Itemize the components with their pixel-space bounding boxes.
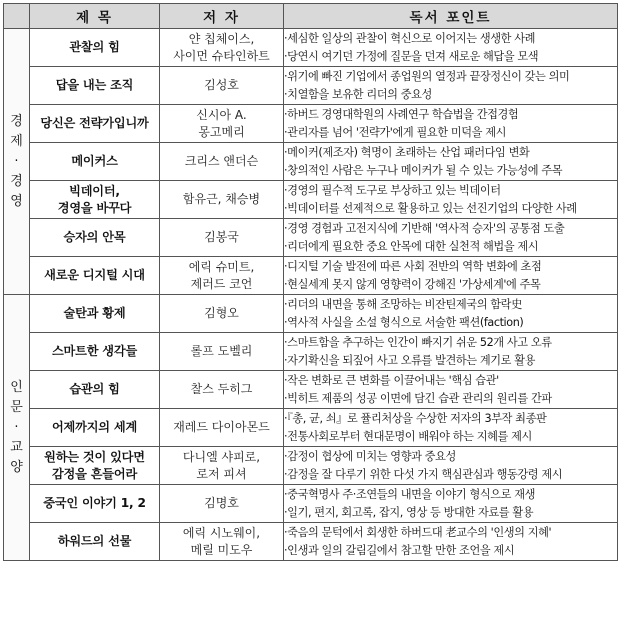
book-author — [160, 105, 284, 143]
book-author — [160, 371, 284, 409]
reading-points — [284, 29, 618, 67]
book-title-line: 습관의 힘 — [69, 382, 120, 396]
table-row — [4, 523, 618, 561]
book-author-line: 김성호 — [204, 78, 239, 92]
reading-points — [284, 409, 618, 447]
book-author-line: 찰스 두히그 — [190, 382, 253, 396]
reading-point: ·리더에게 필요한 중요 안목에 대한 실천적 해법을 제시 — [284, 239, 539, 253]
book-author-line: 크리스 앤더슨 — [184, 154, 259, 168]
reading-point: ·스마트함을 추구하는 인간이 빠지기 쉬운 52개 사고 오류 — [284, 335, 552, 349]
header-blank — [4, 4, 30, 29]
reading-point: ·빅히트 제품의 성공 이면에 담긴 습관 관리의 원리를 간파 — [284, 391, 552, 405]
reading-points — [284, 105, 618, 143]
reading-points — [284, 257, 618, 295]
book-title-line: 스마트한 생각들 — [51, 344, 138, 358]
reading-point: ·메이커(제조자) 혁명이 초래하는 산업 패러다임 변화 — [284, 145, 530, 159]
book-author-line: 메릴 미도우 — [190, 542, 253, 557]
book-title-line: 승자의 안목 — [63, 230, 126, 244]
book-title — [30, 143, 160, 181]
book-author — [160, 295, 284, 333]
reading-points — [284, 485, 618, 523]
category-label — [4, 295, 30, 561]
book-author — [160, 181, 284, 219]
table-row — [4, 447, 618, 485]
reading-point: ·인생과 일의 갈림길에서 참고할 만한 조언을 제시 — [284, 543, 515, 557]
book-author-line: 재레드 다이아몬드 — [173, 420, 270, 434]
table-row — [4, 485, 618, 523]
book-title-line: 중국인 이야기 1, 2 — [43, 496, 146, 510]
reading-point: ·죽음의 문턱에서 회생한 하버드대 老교수의 '인생의 지혜' — [284, 525, 552, 539]
reading-point: ·일기, 편지, 회고록, 잡지, 영상 등 방대한 자료를 활용 — [284, 505, 534, 519]
book-title-line: 원하는 것이 있다면 — [44, 449, 145, 464]
category-char: 인 — [10, 379, 23, 395]
book-author — [160, 523, 284, 561]
table-row — [4, 371, 618, 409]
book-title-line: 답을 내는 조직 — [55, 78, 134, 92]
book-title-line: 빅데이터, — [69, 183, 120, 198]
book-author-line: 제러드 코언 — [190, 276, 253, 291]
book-author — [160, 485, 284, 523]
header-title: 제 목 — [30, 4, 160, 29]
book-author-line: 에릭 슈미트, — [188, 259, 255, 274]
book-title-line: 술탄과 황제 — [63, 306, 126, 320]
book-author — [160, 409, 284, 447]
category-char: 경 — [10, 173, 23, 189]
category-char: · — [14, 153, 19, 169]
book-author-line: 사이먼 슈타인하트 — [173, 48, 270, 63]
reading-point: ·자기확신을 되짚어 사고 오류를 발견하는 계기로 활용 — [284, 353, 536, 367]
reading-point: ·감정을 잘 다루기 위한 다섯 가지 핵심관심과 행동강령 제시 — [284, 467, 563, 481]
reading-point: ·당연시 여기던 가정에 질문을 던져 새로운 해답을 모색 — [284, 49, 539, 63]
book-title-line: 어제까지의 세계 — [51, 420, 138, 434]
reading-point: ·빅데이터를 선제적으로 활용하고 있는 선진기업의 다양한 사례 — [284, 201, 577, 215]
reading-points — [284, 295, 618, 333]
book-author — [160, 67, 284, 105]
reading-point: ·경영의 필수적 도구로 부상하고 있는 빅데이터 — [284, 183, 501, 197]
table-row — [4, 143, 618, 181]
category-char: 양 — [10, 459, 23, 475]
book-title — [30, 447, 160, 485]
book-author-line: 함유근, 채승병 — [182, 192, 261, 206]
reading-point: ·중국혁명사 주·조연들의 내면을 이야기 형식으로 재생 — [284, 487, 536, 501]
reading-points — [284, 219, 618, 257]
reading-points — [284, 371, 618, 409]
book-title-line: 경영을 바꾸다 — [57, 200, 132, 215]
header-points: 독서 포인트 — [284, 4, 618, 29]
book-author-line: 에릭 시노웨이, — [182, 525, 261, 540]
reading-point: ·역사적 사실을 소설 형식으로 서술한 팩션(faction) — [284, 315, 524, 329]
reading-point: ·하버드 경영대학원의 사례연구 학습법을 간접경험 — [284, 107, 519, 121]
category-char: · — [14, 419, 19, 435]
reading-points — [284, 181, 618, 219]
book-title-line: 감정을 흔들어라 — [51, 466, 138, 481]
book-title-line: 하워드의 선물 — [57, 534, 132, 548]
book-author — [160, 29, 284, 67]
book-title-line: 메이커스 — [71, 154, 118, 168]
book-title — [30, 105, 160, 143]
book-author-line: 몽고메리 — [198, 124, 245, 139]
category-char: 영 — [10, 193, 23, 209]
reading-points — [284, 143, 618, 181]
table-row — [4, 333, 618, 371]
category-char: 경 — [10, 113, 23, 129]
reading-point: ·세심한 일상의 관찰이 혁신으로 이어지는 생생한 사례 — [284, 31, 536, 45]
book-list-table — [3, 3, 618, 561]
book-title — [30, 485, 160, 523]
book-author — [160, 219, 284, 257]
book-author-line: 신시아 A. — [196, 107, 247, 122]
book-title — [30, 409, 160, 447]
book-title — [30, 295, 160, 333]
reading-point: ·전통사회로부터 현대문명이 배워야 하는 지혜를 제시 — [284, 429, 532, 443]
table-row — [4, 295, 618, 333]
category-label — [4, 29, 30, 295]
book-author-line: 다니엘 샤피로, — [182, 449, 261, 464]
reading-points — [284, 67, 618, 105]
book-author — [160, 143, 284, 181]
book-author-line: 롤프 도벨리 — [190, 344, 253, 358]
reading-point: ·리더의 내면을 통해 조망하는 비잔틴제국의 함락史 — [284, 297, 522, 311]
table-row — [4, 219, 618, 257]
header-row — [4, 4, 618, 29]
book-title-line: 새로운 디지털 시대 — [44, 268, 145, 282]
reading-point: ·작은 변화로 큰 변화를 이끌어내는 '핵심 습관' — [284, 373, 499, 387]
table-row — [4, 409, 618, 447]
table-row — [4, 257, 618, 295]
book-author-line: 얀 칩체이스, — [188, 31, 255, 46]
book-title — [30, 29, 160, 67]
reading-points — [284, 523, 618, 561]
book-title — [30, 181, 160, 219]
reading-point: ·현실세계 못지 않게 영향력이 강해진 '가상세계'에 주목 — [284, 277, 541, 291]
reading-point: ·디지털 기술 발전에 따른 사회 전반의 역학 변화에 초점 — [284, 259, 542, 273]
book-title — [30, 371, 160, 409]
table-row — [4, 29, 618, 67]
book-rows — [4, 29, 618, 561]
reading-point: ·경영 경험과 고전지식에 기반해 '역사적 승자'의 공통점 도출 — [284, 221, 565, 235]
book-title — [30, 257, 160, 295]
table-row — [4, 105, 618, 143]
book-title — [30, 523, 160, 561]
reading-point: ·창의적인 사람은 누구나 메이커가 될 수 있는 가능성에 주목 — [284, 163, 563, 177]
category-char: 교 — [10, 439, 23, 455]
book-author-line: 김봉국 — [204, 230, 239, 244]
category-char: 제 — [10, 133, 23, 149]
category-char: 문 — [10, 399, 23, 415]
header-author: 저 자 — [160, 4, 284, 29]
reading-point: ·치열함을 보유한 리더의 중요성 — [284, 87, 432, 101]
book-author — [160, 333, 284, 371]
book-title — [30, 67, 160, 105]
reading-points — [284, 333, 618, 371]
book-title-line: 당신은 전략가입니까 — [40, 116, 149, 130]
table-row — [4, 181, 618, 219]
book-author — [160, 447, 284, 485]
table-row — [4, 67, 618, 105]
reading-point: ·감정이 협상에 미치는 영향과 중요성 — [284, 449, 456, 463]
reading-point: ·위기에 빠진 기업에서 종업원의 열정과 끝장정신이 갖는 의미 — [284, 69, 570, 83]
reading-point: ·관리자를 넘어 '전략가'에게 필요한 미덕을 제시 — [284, 125, 507, 139]
book-author-line: 김형오 — [204, 306, 239, 320]
reading-point: ·『총, 균, 쇠』로 퓰리처상을 수상한 저자의 3부작 최종판 — [284, 411, 547, 425]
reading-points — [284, 447, 618, 485]
book-title — [30, 333, 160, 371]
book-author-line: 김명호 — [204, 496, 239, 510]
book-author-line: 로저 피셔 — [196, 466, 247, 481]
book-title-line: 관찰의 힘 — [69, 40, 120, 54]
book-title — [30, 219, 160, 257]
book-author — [160, 257, 284, 295]
